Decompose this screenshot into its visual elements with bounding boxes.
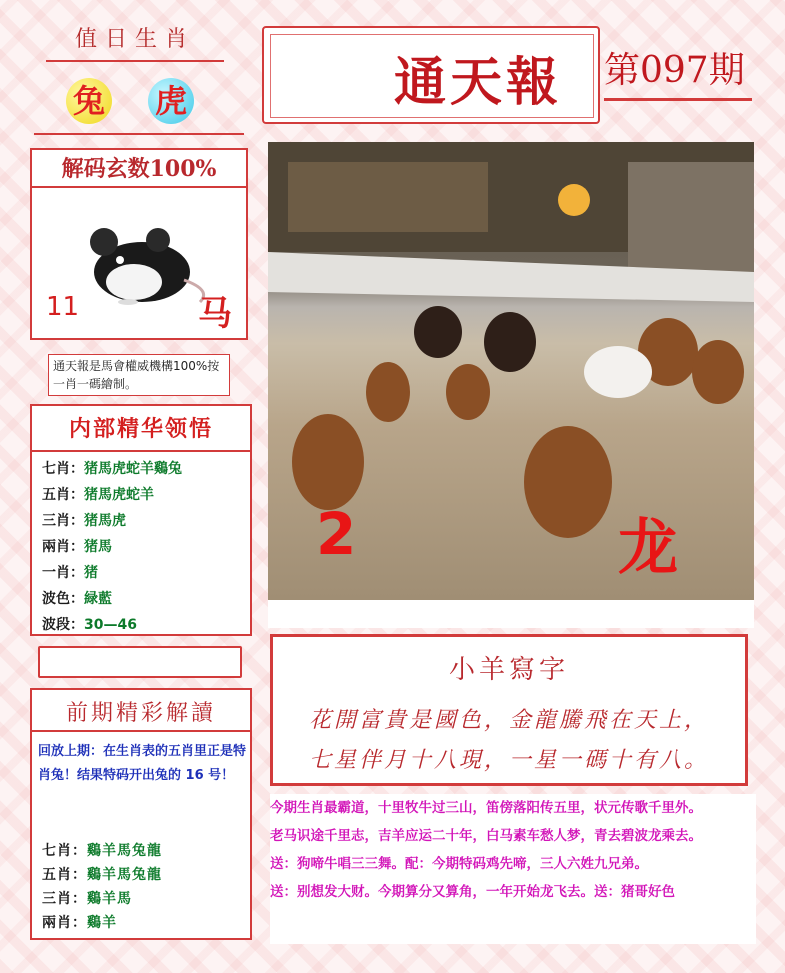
- verse-block: [270, 794, 756, 944]
- row-key: 兩肖：: [42, 539, 84, 555]
- row-value: 猪馬: [84, 539, 112, 555]
- row-key: 一肖：: [42, 565, 84, 581]
- duty-zodiac-panel: [24, 18, 246, 136]
- duty-zodiac-1: 兔: [66, 78, 112, 124]
- prev-title: 前期精彩解讀: [65, 701, 216, 726]
- row-value: 緑藍: [84, 591, 112, 607]
- divider: [46, 60, 224, 62]
- row-key: 三肖：: [42, 513, 84, 529]
- row-key: 波段：: [42, 617, 84, 633]
- verse-line: 送：别想发大财。今期算分又算角，一年开始龙飞去。送：猪哥好色: [270, 884, 675, 900]
- list-item: [42, 614, 137, 634]
- list-item: [42, 840, 162, 860]
- list-item: [42, 562, 98, 582]
- decode-zodiac: 马: [198, 294, 232, 334]
- poem-line-2: 七星伴月十八現，一星一碼十有八。: [308, 748, 709, 773]
- list-item: [42, 536, 112, 556]
- decode-number: 11: [46, 292, 80, 322]
- divider: [32, 450, 250, 452]
- photo-zodiac: 龙: [618, 513, 678, 583]
- row-value: 鷄羊馬兔龍: [87, 867, 162, 883]
- photo-number: 2: [316, 500, 357, 568]
- masthead-title: 通天報: [394, 52, 563, 113]
- duty-title: 值日生肖: [74, 27, 195, 52]
- list-item: [42, 458, 182, 478]
- row-value: 猪馬虎: [84, 513, 126, 529]
- previous-period-panel: [30, 688, 252, 940]
- list-item: [42, 510, 126, 530]
- blank-banner: [38, 646, 242, 678]
- row-key: 七肖：: [42, 843, 87, 859]
- list-item: [42, 888, 132, 908]
- divider: [604, 98, 752, 101]
- poem-panel: [270, 634, 748, 786]
- row-key: 三肖：: [42, 891, 87, 907]
- masthead: [262, 26, 600, 124]
- divider: [32, 186, 246, 188]
- photo-caption-area: [268, 600, 754, 628]
- row-key: 七肖：: [42, 461, 84, 477]
- row-value: 30—46: [84, 617, 137, 633]
- row-value: 鷄羊馬兔龍: [87, 843, 162, 859]
- list-item: [42, 864, 162, 884]
- row-value: 猪: [84, 565, 98, 581]
- row-value: 猪馬虎蛇羊鷄兔: [84, 461, 182, 477]
- note-text: 通天報是馬會權威機構100%按一肖一碼繪制。: [53, 359, 220, 391]
- row-value: 鷄羊馬: [87, 891, 132, 907]
- verse-line: 送：狗啼牛唱三三舞。配：今期特码鸡先啼，三人六姓九兄弟。: [270, 856, 648, 872]
- verse-line: 老马识途千里志，吉羊应运二十年，白马素车愁人梦，青去碧波龙乘去。: [270, 828, 702, 844]
- row-key: 兩肖：: [42, 915, 87, 931]
- inner-title: 内部精华领悟: [68, 416, 213, 442]
- decode-panel: [30, 148, 248, 340]
- row-key: 波色：: [42, 591, 84, 607]
- decode-title: 解码玄数100%: [61, 156, 217, 182]
- poem-line-1: 花開富貴是國色，金龍騰飛在天上，: [308, 708, 709, 733]
- row-value: 猪馬虎蛇羊: [84, 487, 154, 503]
- prev-text: 回放上期：在生肖表的五肖里正是特肖兔！结果特码开出兔的 16 号！: [38, 744, 247, 783]
- duty-zodiac-2: 虎: [148, 78, 194, 124]
- row-key: 五肖：: [42, 867, 87, 883]
- row-value: 鷄羊: [87, 915, 117, 931]
- verse-line: 今期生肖最霸道，十里牧牛过三山，笛傍落阳传五里，状元传歌千里外。: [270, 800, 702, 816]
- inner-essence-panel: [30, 404, 252, 636]
- divider: [32, 730, 250, 732]
- poem-title: 小羊寫字: [448, 655, 569, 685]
- list-item: [42, 588, 112, 608]
- divider: [34, 133, 244, 135]
- list-item: [42, 484, 154, 504]
- row-key: 五肖：: [42, 487, 84, 503]
- note-box: [48, 354, 230, 396]
- list-item: [42, 912, 117, 932]
- issue-number: 第097期: [604, 50, 745, 91]
